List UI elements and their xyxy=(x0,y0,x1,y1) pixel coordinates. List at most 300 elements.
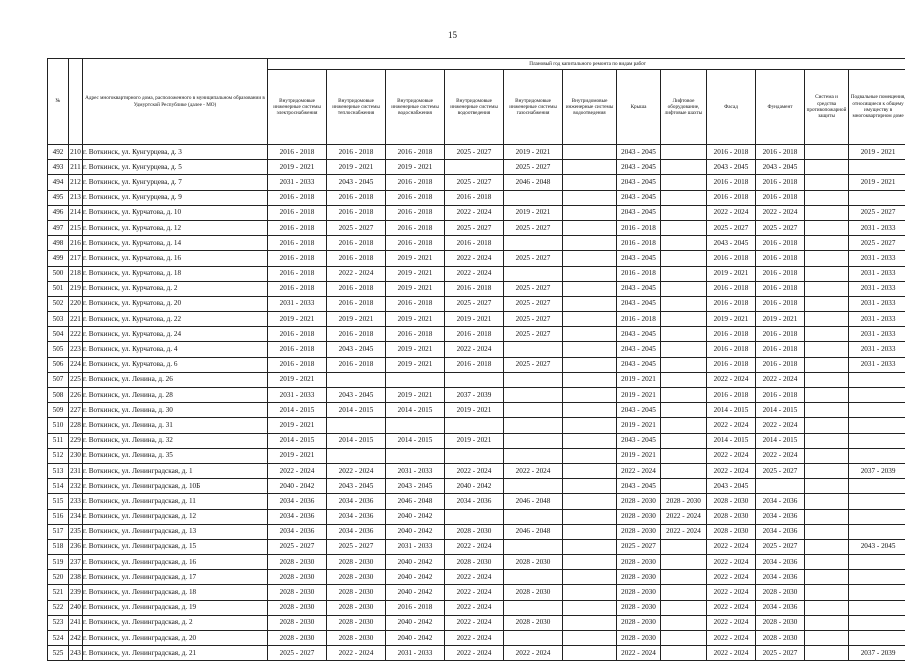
row-address: г. Воткинск, ул. Курчатова, д. 20 xyxy=(83,296,268,311)
row-year-cell: 2022 - 2024 xyxy=(327,463,386,478)
row-address: г. Воткинск, ул. Курчатова, д. 4 xyxy=(83,342,268,357)
row-year-cell xyxy=(805,312,849,327)
row-year-cell xyxy=(386,372,445,387)
row-year-cell: 2028 - 2030 xyxy=(327,555,386,570)
header-col-9: Фасад xyxy=(707,70,756,145)
row-year-cell xyxy=(504,600,563,615)
row-subnumber: 242 xyxy=(69,631,83,646)
row-year-cell: 2016 - 2018 xyxy=(268,251,327,266)
row-year-cell: 2014 - 2015 xyxy=(268,403,327,418)
row-year-cell xyxy=(805,463,849,478)
row-year-cell: 2016 - 2018 xyxy=(756,236,805,251)
table-row xyxy=(48,509,905,524)
row-year-cell: 2016 - 2018 xyxy=(268,220,327,235)
row-year-cell xyxy=(563,524,617,539)
row-year-cell: 2022 - 2024 xyxy=(504,646,563,661)
row-year-cell: 2019 - 2021 xyxy=(617,448,661,463)
row-year-cell xyxy=(386,448,445,463)
row-year-cell: 2043 - 2045 xyxy=(617,160,661,175)
row-year-cell: 2016 - 2018 xyxy=(327,296,386,311)
row-year-cell: 2034 - 2036 xyxy=(268,509,327,524)
row-year-cell: 2025 - 2027 xyxy=(504,281,563,296)
row-year-cell xyxy=(805,433,849,448)
row-number: 504 xyxy=(48,327,69,342)
row-year-cell: 2016 - 2018 xyxy=(386,145,445,160)
page-number: 15 xyxy=(0,30,905,40)
row-subnumber: 227 xyxy=(69,403,83,418)
row-year-cell: 2025 - 2027 xyxy=(504,357,563,372)
row-year-cell xyxy=(563,555,617,570)
row-year-cell: 2028 - 2030 xyxy=(617,585,661,600)
header-col-11: Система и средства противопожарной защиты xyxy=(805,70,849,145)
row-year-cell xyxy=(805,448,849,463)
table-row xyxy=(48,448,905,463)
row-year-cell xyxy=(563,433,617,448)
row-year-cell: 2016 - 2018 xyxy=(756,342,805,357)
row-year-cell xyxy=(849,388,905,403)
row-year-cell: 2019 - 2021 xyxy=(386,312,445,327)
row-year-cell: 2025 - 2027 xyxy=(445,296,504,311)
row-year-cell: 2016 - 2018 xyxy=(707,251,756,266)
row-subnumber: 223 xyxy=(69,342,83,357)
row-year-cell xyxy=(849,190,905,205)
row-year-cell: 2043 - 2045 xyxy=(386,479,445,494)
table-row xyxy=(48,220,905,235)
row-address: г. Воткинск, ул. Ленинградская, д. 17 xyxy=(83,570,268,585)
row-year-cell: 2028 - 2030 xyxy=(504,615,563,630)
row-address: г. Воткинск, ул. Ленина, д. 32 xyxy=(83,433,268,448)
row-year-cell: 2040 - 2042 xyxy=(386,615,445,630)
row-year-cell xyxy=(563,251,617,266)
row-year-cell: 2028 - 2030 xyxy=(445,524,504,539)
row-year-cell: 2028 - 2030 xyxy=(756,615,805,630)
row-subnumber: 218 xyxy=(69,266,83,281)
row-year-cell: 2034 - 2036 xyxy=(756,524,805,539)
row-number: 513 xyxy=(48,463,69,478)
row-year-cell: 2019 - 2021 xyxy=(707,266,756,281)
row-year-cell: 2028 - 2030 xyxy=(445,555,504,570)
table-row xyxy=(48,524,905,539)
row-year-cell: 2016 - 2018 xyxy=(617,266,661,281)
row-year-cell: 2016 - 2018 xyxy=(707,388,756,403)
row-year-cell xyxy=(805,281,849,296)
row-year-cell xyxy=(805,220,849,235)
row-year-cell xyxy=(805,418,849,433)
header-col-6: Внутридомовые инженерные системы водоотведения xyxy=(563,70,617,145)
row-subnumber: 229 xyxy=(69,433,83,448)
row-year-cell xyxy=(661,585,707,600)
row-year-cell: 2043 - 2045 xyxy=(849,539,905,554)
row-year-cell xyxy=(563,494,617,509)
row-year-cell xyxy=(563,357,617,372)
row-address: г. Воткинск, ул. Курчатова, д. 12 xyxy=(83,220,268,235)
row-year-cell xyxy=(504,433,563,448)
row-year-cell: 2016 - 2018 xyxy=(268,327,327,342)
row-address: г. Воткинск, ул. Курчатова, д. 16 xyxy=(83,251,268,266)
table-row xyxy=(48,296,905,311)
row-year-cell: 2031 - 2033 xyxy=(849,296,905,311)
row-year-cell: 2016 - 2018 xyxy=(707,357,756,372)
row-year-cell: 2022 - 2024 xyxy=(445,585,504,600)
table-row xyxy=(48,236,905,251)
row-year-cell xyxy=(661,418,707,433)
table-row xyxy=(48,418,905,433)
row-year-cell: 2019 - 2021 xyxy=(617,388,661,403)
row-year-cell: 2016 - 2018 xyxy=(445,327,504,342)
row-year-cell xyxy=(805,357,849,372)
row-year-cell: 2028 - 2030 xyxy=(327,631,386,646)
row-year-cell: 2019 - 2021 xyxy=(268,160,327,175)
row-year-cell xyxy=(805,205,849,220)
header-num: № xyxy=(48,59,69,145)
row-year-cell: 2031 - 2033 xyxy=(386,646,445,661)
row-year-cell: 2019 - 2021 xyxy=(849,175,905,190)
row-year-cell xyxy=(661,615,707,630)
row-year-cell xyxy=(563,312,617,327)
row-number: 495 xyxy=(48,190,69,205)
row-year-cell xyxy=(661,646,707,661)
header-col-12: Подвальные помещения, относящиеся к общему имуществу в многоквартирном доме xyxy=(849,70,905,145)
row-year-cell: 2019 - 2021 xyxy=(707,312,756,327)
row-year-cell: 2043 - 2045 xyxy=(327,479,386,494)
row-year-cell: 2019 - 2021 xyxy=(386,281,445,296)
row-year-cell: 2016 - 2018 xyxy=(327,236,386,251)
row-year-cell: 2034 - 2036 xyxy=(756,600,805,615)
row-year-cell xyxy=(563,479,617,494)
row-year-cell xyxy=(805,251,849,266)
row-year-cell xyxy=(661,342,707,357)
table-row xyxy=(48,205,905,220)
row-year-cell: 2016 - 2018 xyxy=(707,190,756,205)
row-year-cell: 2028 - 2030 xyxy=(617,615,661,630)
row-year-cell xyxy=(849,403,905,418)
row-year-cell xyxy=(805,372,849,387)
row-year-cell xyxy=(805,327,849,342)
table-row xyxy=(48,281,905,296)
row-year-cell: 2022 - 2024 xyxy=(617,646,661,661)
row-address: г. Воткинск, ул. Ленинградская, д. 11 xyxy=(83,494,268,509)
table-row xyxy=(48,600,905,615)
row-year-cell: 2028 - 2030 xyxy=(617,631,661,646)
row-year-cell xyxy=(805,615,849,630)
row-number: 521 xyxy=(48,585,69,600)
row-year-cell: 2016 - 2018 xyxy=(707,281,756,296)
row-year-cell: 2028 - 2030 xyxy=(268,570,327,585)
row-year-cell: 2016 - 2018 xyxy=(268,236,327,251)
row-address: г. Воткинск, ул. Ленинградская, д. 2 xyxy=(83,615,268,630)
row-year-cell: 2025 - 2027 xyxy=(445,175,504,190)
row-year-cell xyxy=(661,479,707,494)
row-subnumber: 216 xyxy=(69,236,83,251)
row-year-cell xyxy=(563,646,617,661)
row-address: г. Воткинск, ул. Ленинградская, д. 21 xyxy=(83,646,268,661)
row-year-cell: 2016 - 2018 xyxy=(707,145,756,160)
row-year-cell: 2019 - 2021 xyxy=(445,312,504,327)
row-year-cell xyxy=(805,631,849,646)
row-year-cell: 2022 - 2024 xyxy=(445,570,504,585)
row-subnumber: 221 xyxy=(69,312,83,327)
table-row xyxy=(48,615,905,630)
row-subnumber: 222 xyxy=(69,327,83,342)
row-year-cell: 2019 - 2021 xyxy=(756,312,805,327)
row-year-cell: 2016 - 2018 xyxy=(707,342,756,357)
row-address: г. Воткинск, ул. Ленинградская, д. 19 xyxy=(83,600,268,615)
row-address: г. Воткинск, ул. Кунгурцева, д. 5 xyxy=(83,160,268,175)
row-year-cell: 2016 - 2018 xyxy=(386,175,445,190)
row-year-cell xyxy=(563,372,617,387)
row-year-cell: 2034 - 2036 xyxy=(756,555,805,570)
table-row xyxy=(48,372,905,387)
row-year-cell: 2022 - 2024 xyxy=(327,646,386,661)
row-year-cell xyxy=(805,494,849,509)
row-year-cell: 2046 - 2048 xyxy=(504,524,563,539)
row-year-cell: 2034 - 2036 xyxy=(327,509,386,524)
row-year-cell: 2014 - 2015 xyxy=(327,433,386,448)
row-year-cell: 2043 - 2045 xyxy=(707,160,756,175)
row-year-cell xyxy=(805,509,849,524)
row-year-cell xyxy=(563,160,617,175)
row-year-cell xyxy=(661,251,707,266)
row-address: г. Воткинск, ул. Кунгурцева, д. 7 xyxy=(83,175,268,190)
row-number: 496 xyxy=(48,205,69,220)
row-year-cell: 2025 - 2027 xyxy=(504,251,563,266)
row-year-cell: 2016 - 2018 xyxy=(707,327,756,342)
header-address: Адрес многоквартирного дома, расположенного в муниципальном образовании в Удмуртской Республике (далее - МО) xyxy=(83,59,268,145)
table-row xyxy=(48,190,905,205)
row-year-cell: 2016 - 2018 xyxy=(707,296,756,311)
row-year-cell: 2025 - 2027 xyxy=(327,539,386,554)
row-year-cell: 2016 - 2018 xyxy=(327,251,386,266)
row-address: г. Воткинск, ул. Курчатова, д. 22 xyxy=(83,312,268,327)
row-year-cell xyxy=(504,509,563,524)
row-year-cell: 2016 - 2018 xyxy=(445,190,504,205)
row-year-cell xyxy=(849,585,905,600)
row-year-cell: 2022 - 2024 xyxy=(327,266,386,281)
row-year-cell: 2016 - 2018 xyxy=(268,357,327,372)
row-year-cell: 2031 - 2033 xyxy=(849,312,905,327)
row-year-cell xyxy=(504,418,563,433)
row-year-cell: 2031 - 2033 xyxy=(849,220,905,235)
row-year-cell: 2022 - 2024 xyxy=(445,646,504,661)
row-year-cell: 2025 - 2027 xyxy=(756,646,805,661)
row-year-cell: 2028 - 2030 xyxy=(617,509,661,524)
row-year-cell: 2034 - 2036 xyxy=(327,494,386,509)
row-year-cell: 2028 - 2030 xyxy=(504,585,563,600)
row-number: 517 xyxy=(48,524,69,539)
row-year-cell: 2022 - 2024 xyxy=(707,600,756,615)
row-year-cell: 2014 - 2015 xyxy=(268,433,327,448)
row-year-cell: 2028 - 2030 xyxy=(756,631,805,646)
row-year-cell: 2040 - 2042 xyxy=(445,479,504,494)
row-year-cell xyxy=(756,479,805,494)
row-year-cell: 2019 - 2021 xyxy=(268,372,327,387)
row-year-cell: 2031 - 2033 xyxy=(849,327,905,342)
row-year-cell: 2022 - 2024 xyxy=(445,631,504,646)
row-number: 514 xyxy=(48,479,69,494)
row-number: 523 xyxy=(48,615,69,630)
row-subnumber: 210 xyxy=(69,145,83,160)
row-year-cell: 2014 - 2015 xyxy=(756,403,805,418)
row-year-cell: 2019 - 2021 xyxy=(268,312,327,327)
row-year-cell xyxy=(661,190,707,205)
row-year-cell: 2028 - 2030 xyxy=(268,631,327,646)
row-year-cell xyxy=(805,646,849,661)
row-year-cell: 2022 - 2024 xyxy=(268,463,327,478)
row-year-cell: 2028 - 2030 xyxy=(504,555,563,570)
row-year-cell xyxy=(849,555,905,570)
row-subnumber: 243 xyxy=(69,646,83,661)
row-subnumber: 211 xyxy=(69,160,83,175)
row-year-cell: 2040 - 2042 xyxy=(386,555,445,570)
row-year-cell: 2022 - 2024 xyxy=(707,646,756,661)
row-year-cell: 2022 - 2024 xyxy=(707,372,756,387)
row-year-cell xyxy=(849,494,905,509)
row-year-cell: 2043 - 2045 xyxy=(617,327,661,342)
row-year-cell xyxy=(805,539,849,554)
row-year-cell xyxy=(661,570,707,585)
row-year-cell xyxy=(563,509,617,524)
row-year-cell: 2016 - 2018 xyxy=(327,357,386,372)
row-address: г. Воткинск, ул. Курчатова, д. 6 xyxy=(83,357,268,372)
row-year-cell: 2016 - 2018 xyxy=(386,327,445,342)
row-year-cell: 2022 - 2024 xyxy=(707,205,756,220)
table-row xyxy=(48,312,905,327)
row-year-cell: 2043 - 2045 xyxy=(617,357,661,372)
row-year-cell: 2031 - 2033 xyxy=(386,539,445,554)
row-year-cell: 2014 - 2015 xyxy=(707,403,756,418)
row-year-cell: 2025 - 2027 xyxy=(849,205,905,220)
row-year-cell: 2025 - 2027 xyxy=(504,160,563,175)
row-year-cell: 2016 - 2018 xyxy=(756,357,805,372)
row-year-cell xyxy=(563,175,617,190)
row-year-cell xyxy=(805,388,849,403)
row-year-cell: 2019 - 2021 xyxy=(386,357,445,372)
row-year-cell xyxy=(563,570,617,585)
row-year-cell: 2022 - 2024 xyxy=(445,615,504,630)
row-year-cell: 2022 - 2024 xyxy=(445,463,504,478)
row-year-cell: 2016 - 2018 xyxy=(327,190,386,205)
row-year-cell: 2016 - 2018 xyxy=(707,175,756,190)
row-year-cell: 2022 - 2024 xyxy=(445,251,504,266)
row-address: г. Воткинск, ул. Курчатова, д. 2 xyxy=(83,281,268,296)
row-subnumber: 236 xyxy=(69,539,83,554)
row-year-cell xyxy=(661,160,707,175)
table-row xyxy=(48,160,905,175)
row-subnumber: 219 xyxy=(69,281,83,296)
row-year-cell xyxy=(849,524,905,539)
row-year-cell: 2014 - 2015 xyxy=(756,433,805,448)
row-year-cell: 2025 - 2027 xyxy=(268,539,327,554)
row-year-cell xyxy=(661,327,707,342)
row-year-cell: 2022 - 2024 xyxy=(707,539,756,554)
row-year-cell: 2014 - 2015 xyxy=(707,433,756,448)
row-year-cell: 2043 - 2045 xyxy=(327,388,386,403)
row-year-cell xyxy=(805,160,849,175)
row-number: 508 xyxy=(48,388,69,403)
row-year-cell xyxy=(805,600,849,615)
header-col-1: Внутридомовые инженерные системы электроснабжения xyxy=(268,70,327,145)
row-year-cell xyxy=(661,312,707,327)
row-year-cell xyxy=(563,342,617,357)
row-year-cell xyxy=(445,160,504,175)
row-number: 507 xyxy=(48,372,69,387)
row-year-cell xyxy=(563,220,617,235)
row-year-cell xyxy=(563,418,617,433)
row-year-cell xyxy=(805,175,849,190)
row-year-cell: 2043 - 2045 xyxy=(617,479,661,494)
row-year-cell: 2034 - 2036 xyxy=(756,494,805,509)
row-year-cell: 2025 - 2027 xyxy=(504,312,563,327)
row-year-cell xyxy=(805,145,849,160)
row-year-cell: 2028 - 2030 xyxy=(327,615,386,630)
row-year-cell: 2022 - 2024 xyxy=(661,509,707,524)
row-address: г. Воткинск, ул. Ленинградская, д. 12 xyxy=(83,509,268,524)
table-row xyxy=(48,570,905,585)
row-year-cell: 2043 - 2045 xyxy=(617,296,661,311)
row-year-cell: 2028 - 2030 xyxy=(268,615,327,630)
row-year-cell: 2028 - 2030 xyxy=(327,570,386,585)
row-year-cell: 2028 - 2030 xyxy=(617,524,661,539)
row-number: 505 xyxy=(48,342,69,357)
row-year-cell xyxy=(504,570,563,585)
row-year-cell xyxy=(849,600,905,615)
row-year-cell xyxy=(563,585,617,600)
row-year-cell: 2014 - 2015 xyxy=(386,433,445,448)
row-year-cell xyxy=(504,342,563,357)
row-address: г. Воткинск, ул. Ленинградская, д. 10Б xyxy=(83,479,268,494)
row-year-cell: 2043 - 2045 xyxy=(617,433,661,448)
row-year-cell: 2028 - 2030 xyxy=(268,585,327,600)
row-number: 522 xyxy=(48,600,69,615)
row-year-cell: 2025 - 2027 xyxy=(268,646,327,661)
row-number: 492 xyxy=(48,145,69,160)
row-address: г. Воткинск, ул. Ленина, д. 28 xyxy=(83,388,268,403)
row-subnumber: 240 xyxy=(69,600,83,615)
row-year-cell xyxy=(563,600,617,615)
row-year-cell: 2028 - 2030 xyxy=(268,555,327,570)
row-subnumber: 217 xyxy=(69,251,83,266)
row-year-cell: 2037 - 2039 xyxy=(445,388,504,403)
row-number: 515 xyxy=(48,494,69,509)
row-year-cell xyxy=(849,615,905,630)
table-row xyxy=(48,357,905,372)
row-year-cell: 2022 - 2024 xyxy=(504,463,563,478)
row-year-cell: 2019 - 2021 xyxy=(268,448,327,463)
row-year-cell: 2019 - 2021 xyxy=(386,388,445,403)
row-year-cell: 2016 - 2018 xyxy=(756,281,805,296)
row-year-cell: 2016 - 2018 xyxy=(386,220,445,235)
row-year-cell: 2028 - 2030 xyxy=(327,585,386,600)
row-year-cell xyxy=(563,190,617,205)
row-year-cell xyxy=(445,372,504,387)
row-year-cell xyxy=(849,372,905,387)
row-number: 493 xyxy=(48,160,69,175)
row-year-cell: 2016 - 2018 xyxy=(327,281,386,296)
row-year-cell xyxy=(661,433,707,448)
row-year-cell: 2040 - 2042 xyxy=(386,524,445,539)
row-year-cell: 2043 - 2045 xyxy=(617,145,661,160)
row-year-cell xyxy=(661,600,707,615)
row-year-cell: 2016 - 2018 xyxy=(386,205,445,220)
row-year-cell xyxy=(563,281,617,296)
row-address: г. Воткинск, ул. Курчатова, д. 10 xyxy=(83,205,268,220)
row-year-cell: 2022 - 2024 xyxy=(445,600,504,615)
row-year-cell xyxy=(661,388,707,403)
header-col-2: Внутридомовые инженерные системы теплоснабжения xyxy=(327,70,386,145)
row-number: 510 xyxy=(48,418,69,433)
row-year-cell: 2028 - 2030 xyxy=(617,494,661,509)
row-year-cell: 2028 - 2030 xyxy=(661,494,707,509)
